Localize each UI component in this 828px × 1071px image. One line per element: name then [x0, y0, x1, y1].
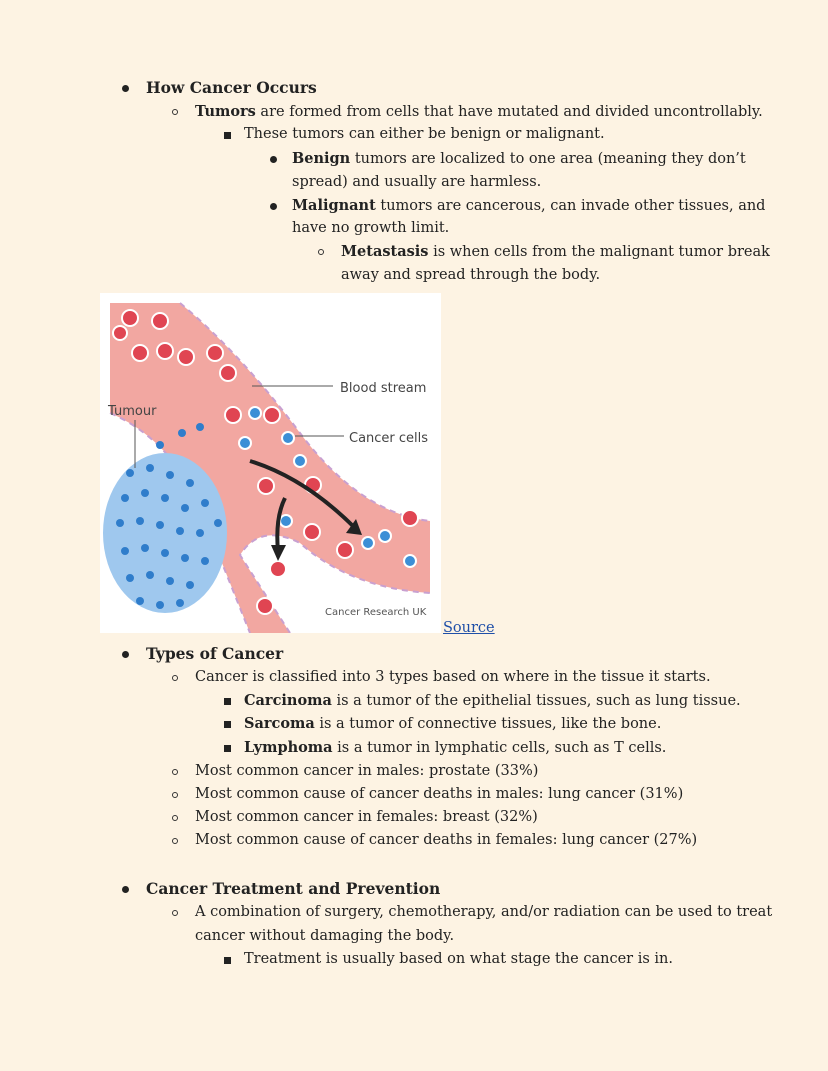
section-heading-treatment: Cancer Treatment and Prevention — [146, 879, 441, 898]
bullet-dot — [270, 156, 277, 163]
types-intro: Cancer is classified into 3 types based on where in the tissue it starts. — [195, 669, 711, 685]
malignant-line-1 — [292, 194, 765, 218]
bullet-circle — [172, 815, 178, 821]
treatment-stage-line: Treatment is usually based on what stage the cancer is in. — [244, 951, 673, 967]
figure-credit: Cancer Research UK — [325, 607, 427, 618]
label-tumour: Tumour — [108, 404, 157, 419]
bullet-circle — [172, 838, 178, 844]
bullet-square — [224, 132, 231, 139]
section-heading-types: Types of Cancer — [146, 644, 284, 663]
benign-line-1 — [292, 147, 746, 171]
bullet-dot — [122, 886, 129, 893]
treatment-line-2: cancer without damaging the body. — [195, 928, 455, 944]
metastasis-diagram — [100, 293, 441, 633]
term-metastasis: Metastasis — [341, 243, 429, 260]
stat-line: Most common cancer in females: breast (32%) — [195, 809, 538, 825]
malignant-text-1: tumors are cancerous, can invade other tissues, and — [375, 198, 766, 214]
lymphoma-line — [244, 736, 666, 760]
bullet-square — [224, 957, 231, 964]
metastasis-text-1: is when cells from the malignant tumor break — [428, 244, 770, 260]
carcinoma-text: is a tumor of the epithelial tissues, such as lung tissue. — [331, 693, 741, 709]
metastasis-line-1 — [341, 240, 770, 264]
section-heading-how: How Cancer Occurs — [146, 78, 317, 97]
term-benign: Benign — [292, 150, 351, 167]
bullet-circle — [172, 910, 178, 916]
benign-text-1: tumors are localized to one area (meaning they don’t — [350, 151, 746, 167]
bullet-square — [224, 745, 231, 752]
tumors-line — [195, 100, 763, 124]
term-sarcoma: Sarcoma — [244, 715, 315, 732]
diagram-svg — [100, 293, 441, 633]
bullet-circle — [172, 792, 178, 798]
bullet-circle — [172, 675, 178, 681]
bullet-dot — [122, 85, 129, 92]
source-link[interactable]: Source — [443, 620, 495, 636]
term-carcinoma: Carcinoma — [244, 692, 332, 709]
bullet-square — [224, 698, 231, 705]
bullet-circle — [172, 109, 178, 115]
carcinoma-line — [244, 689, 741, 713]
metastasis-line-2: away and spread through the body. — [341, 267, 601, 283]
term-lymphoma: Lymphoma — [244, 739, 333, 756]
lymphoma-text: is a tumor in lymphatic cells, such as T cells. — [332, 740, 667, 756]
bullet-dot — [122, 651, 129, 658]
bullet-circle — [172, 769, 178, 775]
stat-line: Most common cause of cancer deaths in females: lung cancer (27%) — [195, 832, 698, 848]
bullet-dot — [270, 203, 277, 210]
label-cancer-cells: Cancer cells — [349, 431, 429, 446]
stat-line: Most common cancer in males: prostate (33%) — [195, 763, 539, 779]
term-malignant: Malignant — [292, 197, 376, 214]
benign-or-malignant-line: These tumors can either be benign or malignant. — [244, 126, 605, 142]
label-blood-stream: Blood stream — [340, 381, 427, 396]
sarcoma-text: is a tumor of connective tissues, like the bone. — [314, 716, 662, 732]
term-tumors: Tumors — [195, 103, 256, 120]
tumors-text: are formed from cells that have mutated and divided uncontrollably. — [255, 104, 763, 120]
benign-line-2: spread) and usually are harmless. — [292, 174, 542, 190]
sarcoma-line — [244, 712, 661, 736]
bullet-square — [224, 721, 231, 728]
bullet-circle — [318, 249, 324, 255]
treatment-line-1: A combination of surgery, chemotherapy, and/or radiation can be used to treat — [195, 904, 773, 920]
stat-line: Most common cause of cancer deaths in males: lung cancer (31%) — [195, 786, 684, 802]
malignant-line-2: have no growth limit. — [292, 220, 450, 236]
